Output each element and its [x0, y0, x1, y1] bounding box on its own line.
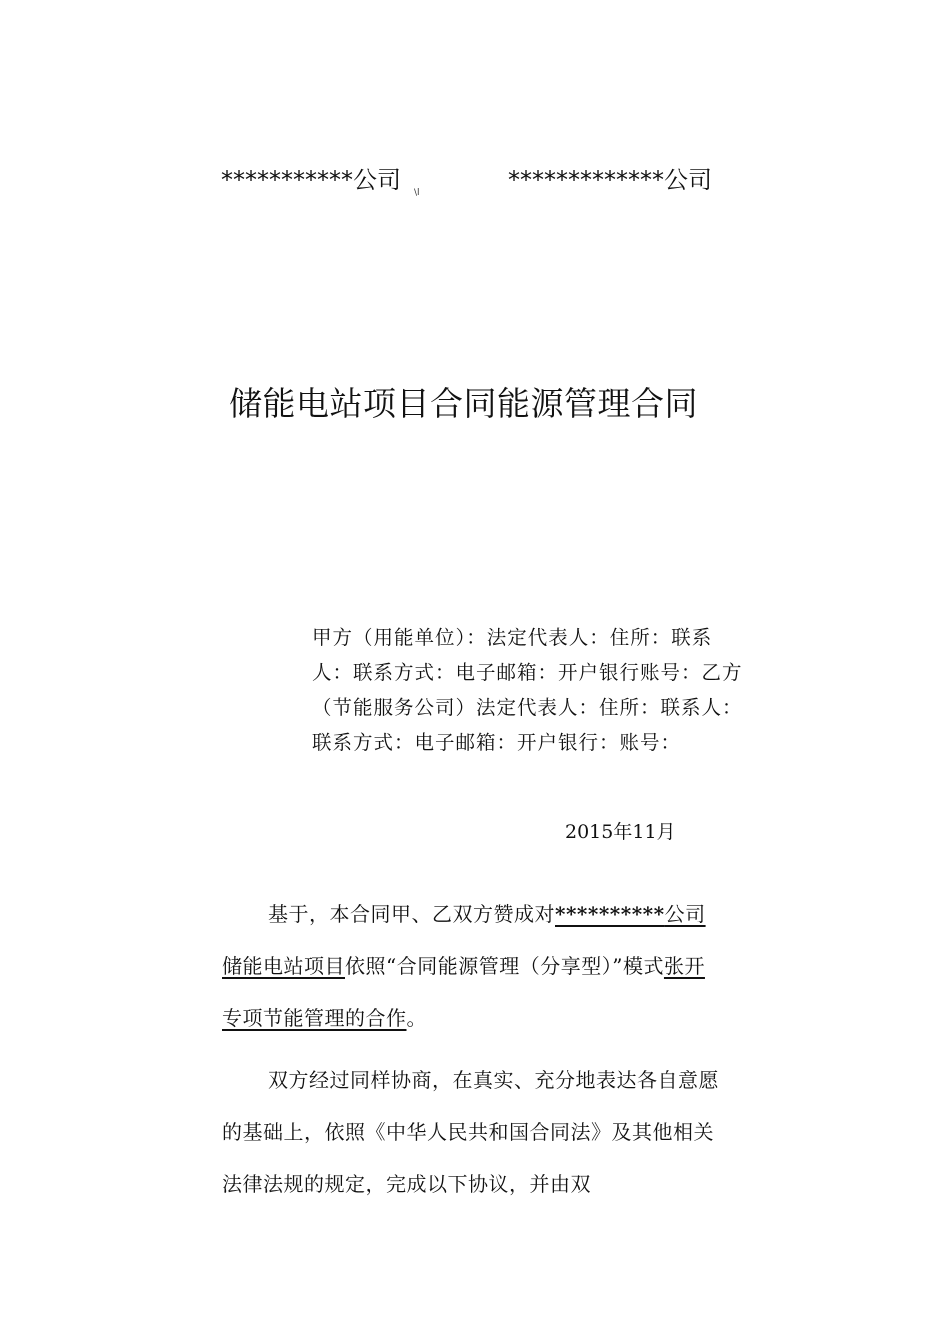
preamble-text-1: 基于，本合同甲、乙双方赞成对 [268, 902, 555, 926]
preamble-masked-name: ********** [555, 902, 665, 926]
preamble-cooperation-text: 张开专项节能管理的合作 [222, 954, 705, 1030]
preamble-paragraph [222, 888, 722, 1044]
party-b-company-name: *************公司 [508, 166, 712, 194]
preamble-text-2: 依照“合同能源管理（分享型）”模式 [345, 954, 664, 978]
contract-date: 2015年11月 [565, 821, 676, 843]
agreement-paragraph: 双方经过同样协商，在真实、充分地表达各自意愿的基础上，依照《中华人民共和国合同法》及其他相关法律法规的规定，完成以下协议，并由双 [222, 1068, 719, 1196]
preamble-project-name: 公司储能电站项目 [222, 902, 706, 978]
contract-title: 储能电站项目合同能源管理合同 [229, 384, 698, 423]
preamble-period: 。 [406, 1006, 427, 1030]
parties-info-block: 甲方（用能单位）：法定代表人：住所：联系人：联系方式：电子邮箱：开户银行账号：乙方（节能服务公司）法定代表人：住所：联系人：联系方式：电子邮箱：开户银行：账号： [312, 626, 743, 754]
separator-mark: \l [414, 188, 420, 198]
party-a-company-name: ***********公司 [221, 166, 401, 194]
